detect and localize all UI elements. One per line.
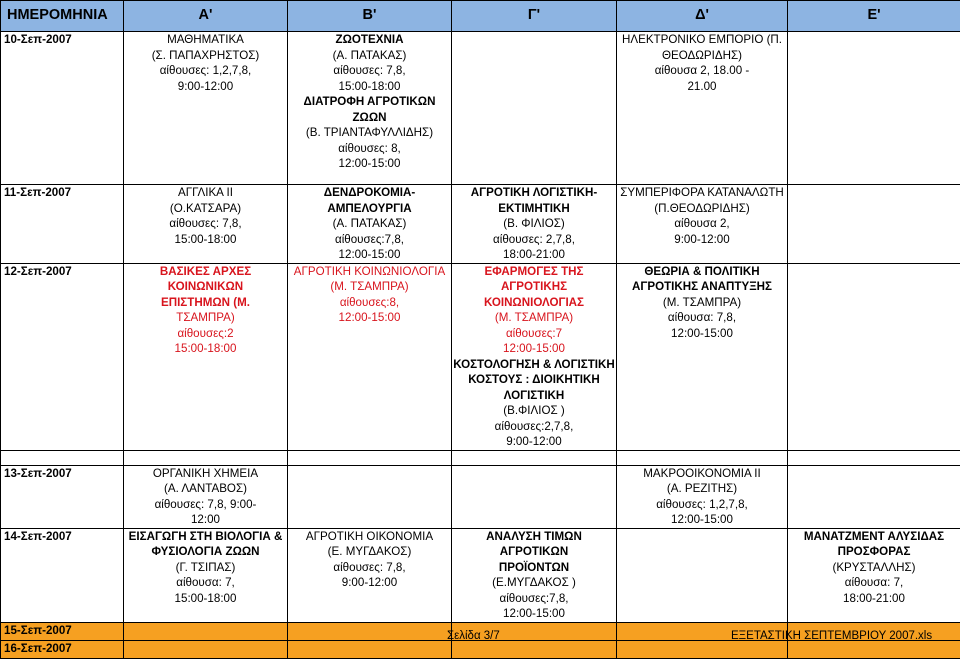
exam-cell[interactable]: [617, 465, 788, 528]
exam-cell[interactable]: [452, 465, 617, 528]
exam-cell-line: αίθουσες: 7,8,: [124, 216, 287, 232]
exam-cell-line: αίθουσα: 7,: [788, 575, 960, 591]
row-date[interactable]: 12-Σεπ-2007: [1, 263, 124, 450]
header-date[interactable]: ΗΜΕΡΟΜΗΝΙΑ: [1, 1, 124, 32]
exam-cell-line: αίθουσες:8,: [288, 295, 451, 311]
exam-cell-line: (Ε.ΜΥΓΔΑΚΟΣ ): [452, 575, 616, 591]
exam-cell[interactable]: [788, 528, 960, 622]
exam-cell-line: ΜΑΘΗΜΑΤΙΚΑ: [124, 32, 287, 48]
exam-cell-line: αίθουσες:7,8,: [288, 232, 451, 248]
exam-cell-line: (Α. ΡΕΖΙΤΗΣ): [617, 481, 787, 497]
exam-cell-line: αίθουσες:2,7,8,: [452, 419, 616, 435]
blank-cell: [1, 450, 124, 465]
exam-cell-line: ΦΥΣΙΟΛΟΓΙΑ ΖΩΩΝ: [124, 544, 287, 560]
header-year-d[interactable]: Δ': [617, 1, 788, 32]
exam-cell-line: ΛΟΓΙΣΤΙΚΗ: [452, 388, 616, 404]
weekend-cell[interactable]: [124, 622, 288, 640]
weekend-cell[interactable]: [288, 640, 452, 658]
exam-cell-line: ΖΩΩΝ: [288, 110, 451, 126]
exam-cell-line: αίθουσες: 7,8,: [288, 63, 451, 79]
header-year-e[interactable]: Ε': [788, 1, 960, 32]
exam-cell-line: ΕΠΙΣΤΗΜΩΝ (Μ.: [124, 295, 287, 311]
exam-cell-line: 12:00-15:00: [452, 341, 616, 357]
exam-cell-line: 15:00-18:00: [288, 79, 451, 95]
exam-cell-line: ΑΜΠΕΛΟΥΡΓΙΑ: [288, 201, 451, 217]
header-row: [1, 1, 960, 32]
exam-cell[interactable]: [288, 465, 452, 528]
blank-cell: [124, 450, 288, 465]
exam-cell-line: 15:00-18:00: [124, 591, 287, 607]
weekend-row: [1, 640, 960, 658]
exam-cell[interactable]: [617, 32, 788, 185]
header-year-b[interactable]: Β': [288, 1, 452, 32]
row-date[interactable]: 15-Σεπ-2007: [1, 622, 124, 640]
exam-cell-line: 12:00-15:00: [288, 247, 451, 263]
exam-cell-line: ΜΑΝΑΤΖΜΕΝΤ ΑΛΥΣΙΔΑΣ: [788, 529, 960, 545]
schedule-row: [1, 528, 960, 622]
exam-cell-line: 9:00-12:00: [124, 79, 287, 95]
blank-cell: [617, 450, 788, 465]
exam-cell-line: αίθουσες:7,8,: [452, 591, 616, 607]
exam-cell-line: ΟΡΓΑΝΙΚΗ ΧΗΜΕΙΑ: [124, 466, 287, 482]
exam-cell-line: 18:00-21:00: [788, 591, 960, 607]
exam-cell-line: ΑΓΓΛΙΚΑ ΙΙ: [124, 185, 287, 201]
exam-cell[interactable]: [452, 528, 617, 622]
exam-cell[interactable]: [452, 32, 617, 185]
exam-cell[interactable]: [288, 185, 452, 264]
exam-cell-line: (Μ. ΤΣΑΜΠΡΑ): [617, 295, 787, 311]
weekend-cell[interactable]: [124, 640, 288, 658]
exam-cell-line: 21.00: [617, 79, 787, 95]
exam-cell-line: αίθουσα: 7,: [124, 575, 287, 591]
exam-cell-line: ΑΓΡΟΤΙΚΗΣ ΑΝΑΠΤΥΞΗΣ: [617, 279, 787, 295]
exam-cell-line: (Ο.ΚΑΤΣΑΡΑ): [124, 201, 287, 217]
weekend-cell[interactable]: [452, 640, 617, 658]
exam-cell-line: αίθουσα 2,: [617, 216, 787, 232]
exam-cell-line: 15:00-18:00: [124, 232, 287, 248]
exam-cell-line: αίθουσες: 7,8,: [288, 560, 451, 576]
exam-cell-line: ΚΟΣΤΟΛΟΓΗΣΗ & ΛΟΓΙΣΤΙΚΗ: [452, 357, 616, 373]
exam-cell-line: ΑΓΡΟΤΙΚΗ ΟΙΚΟΝΟΜΙΑ: [288, 529, 451, 545]
exam-cell-line: ΜΑΚΡΟΟΙΚΟΝΟΜΙΑ ΙΙ: [617, 466, 787, 482]
exam-cell-line: ΑΝΑΛΥΣΗ ΤΙΜΩΝ ΑΓΡΟΤΙΚΩΝ: [452, 529, 616, 560]
header-year-c[interactable]: Γ': [452, 1, 617, 32]
schedule-row: [1, 185, 960, 264]
exam-cell-line: ΑΓΡΟΤΙΚΗ ΚΟΙΝΩΝΙΟΛΟΓΙΑ: [288, 264, 451, 280]
row-date[interactable]: 14-Σεπ-2007: [1, 528, 124, 622]
exam-cell-line: ΘΕΩΡΙΑ & ΠΟΛΙΤΙΚΗ: [617, 264, 787, 280]
exam-cell-line: ΕΚΤΙΜΗΤΙΚΗ: [452, 201, 616, 217]
exam-cell-line: 9:00-12:00: [288, 575, 451, 591]
exam-cell-line: (Β. ΦΙΛΙΟΣ): [452, 216, 616, 232]
weekend-cell[interactable]: [788, 640, 960, 658]
file-name: ΕΞΕΤΑΣΤΙΚΗ ΣΕΠΤΕΜΒΡΙΟΥ 2007.xls: [731, 630, 932, 642]
schedule-row: [1, 32, 960, 185]
exam-cell-line: ΕΦΑΡΜΟΓΕΣ ΤΗΣ ΑΓΡΟΤΙΚΗΣ: [452, 264, 616, 295]
exam-cell-line: 9:00-12:00: [452, 434, 616, 450]
exam-cell-line: 12:00-15:00: [288, 156, 451, 172]
weekend-cell[interactable]: [288, 622, 452, 640]
exam-cell-line: ΘΕΟΔΩΡΙΔΗΣ): [617, 48, 787, 64]
exam-cell-line: 15:00-18:00: [124, 341, 287, 357]
exam-cell-line: ΠΡΟΣΦΟΡΑΣ: [788, 544, 960, 560]
exam-cell-line: ΚΟΣΤΟΥΣ : ΔΙΟΙΚΗΤΙΚΗ: [452, 372, 616, 388]
exam-cell[interactable]: [452, 185, 617, 264]
exam-cell-line: (Β.ΦΙΛΙΟΣ ): [452, 403, 616, 419]
exam-cell-line: ΠΡΟΪΟΝΤΩΝ: [452, 560, 616, 576]
header-year-a[interactable]: Α': [124, 1, 288, 32]
exam-cell[interactable]: [788, 263, 960, 450]
schedule-row: [1, 465, 960, 528]
exam-cell[interactable]: [288, 528, 452, 622]
exam-cell-line: (Σ. ΠΑΠΑΧΡΗΣΤΟΣ): [124, 48, 287, 64]
exam-cell-line: αίθουσες:7: [452, 326, 616, 342]
page-number: Σελίδα 3/7: [447, 630, 500, 642]
exam-cell[interactable]: [124, 185, 288, 264]
row-date[interactable]: 16-Σεπ-2007: [1, 640, 124, 658]
exam-cell[interactable]: [788, 465, 960, 528]
exam-cell-line: 12:00-15:00: [617, 512, 787, 528]
exam-cell-line: 9:00-12:00: [617, 232, 787, 248]
exam-cell-line: αίθουσες: 1,2,7,8,: [617, 497, 787, 513]
exam-cell-line: (Π.ΘΕΟΔΩΡΙΔΗΣ): [617, 201, 787, 217]
exam-cell-line: ΑΓΡΟΤΙΚΗ ΛΟΓΙΣΤΙΚΗ-: [452, 185, 616, 201]
exam-cell-line: αίθουσα: 7,8,: [617, 310, 787, 326]
blank-cell: [452, 450, 617, 465]
exam-cell[interactable]: [788, 185, 960, 264]
exam-cell[interactable]: [124, 263, 288, 450]
exam-cell-line: 12:00-15:00: [617, 326, 787, 342]
schedule-row: [1, 263, 960, 450]
row-date[interactable]: 10-Σεπ-2007: [1, 32, 124, 185]
exam-cell-line: (Μ. ΤΣΑΜΠΡΑ): [288, 279, 451, 295]
exam-cell-line: αίθουσα 2, 18.00 -: [617, 63, 787, 79]
row-date[interactable]: 11-Σεπ-2007: [1, 185, 124, 264]
exam-cell-line: (Α. ΛΑΝΤΑΒΟΣ): [124, 481, 287, 497]
blank-row: [1, 450, 960, 465]
exam-cell-line: αίθουσες:2: [124, 326, 287, 342]
exam-cell-line: ΚΟΙΝΩΝΙΟΛΟΓΙΑΣ: [452, 295, 616, 311]
exam-cell-line: αίθουσες: 7,8, 9:00-: [124, 497, 287, 513]
exam-cell-line: (Μ. ΤΣΑΜΠΡΑ): [452, 310, 616, 326]
exam-cell-line: ΔΕΝΔΡΟΚΟΜΙΑ-: [288, 185, 451, 201]
exam-cell-line: ΣΥΜΠΕΡΙΦΟΡΑ ΚΑΤΑΝΑΛΩΤΗ: [617, 185, 787, 201]
exam-cell-line: αίθουσες: 8,: [288, 141, 451, 157]
exam-cell[interactable]: [617, 528, 788, 622]
exam-cell-line: ΗΛΕΚΤΡΟΝΙΚΟ ΕΜΠΟΡΙΟ (Π.: [617, 32, 787, 48]
exam-cell[interactable]: [124, 528, 288, 622]
blank-cell: [788, 450, 960, 465]
exam-cell[interactable]: [788, 32, 960, 185]
exam-cell-line: αίθουσες: 1,2,7,8,: [124, 63, 287, 79]
exam-cell-line: ΖΩΟΤΕΧΝΙΑ: [288, 32, 451, 48]
exam-cell[interactable]: [617, 185, 788, 264]
exam-cell-line: (ΚΡΥΣΤΑΛΛΗΣ): [788, 560, 960, 576]
exam-cell[interactable]: [124, 465, 288, 528]
exam-cell-line: 18:00-21:00: [452, 247, 616, 263]
exam-cell-line: 12:00-15:00: [288, 310, 451, 326]
exam-cell-line: ΕΙΣΑΓΩΓΗ ΣΤΗ ΒΙΟΛΟΓΙΑ &: [124, 529, 287, 545]
exam-cell-line: (Α. ΠΑΤΑΚΑΣ): [288, 48, 451, 64]
row-date[interactable]: 13-Σεπ-2007: [1, 465, 124, 528]
weekend-cell[interactable]: [617, 640, 788, 658]
exam-cell-line: ΔΙΑΤΡΟΦΗ ΑΓΡΟΤΙΚΩΝ: [288, 94, 451, 110]
exam-cell-line: (Β. ΤΡΙΑΝΤΑΦΥΛΛΙΔΗΣ): [288, 125, 451, 141]
exam-cell[interactable]: [288, 32, 452, 185]
exam-cell-line: ΒΑΣΙΚΕΣ ΑΡΧΕΣ ΚΟΙΝΩΝΙΚΩΝ: [124, 264, 287, 295]
exam-cell-line: ΤΣΑΜΠΡΑ): [124, 310, 287, 326]
exam-cell[interactable]: [124, 32, 288, 185]
exam-cell-line: (Ε. ΜΥΓΔΑΚΟΣ): [288, 544, 451, 560]
exam-cell-line: (Γ. ΤΣΙΠΑΣ): [124, 560, 287, 576]
exam-cell-line: 12:00-15:00: [452, 606, 616, 622]
exam-cell-line: αίθουσες: 2,7,8,: [452, 232, 616, 248]
blank-cell: [288, 450, 452, 465]
exam-cell[interactable]: [617, 263, 788, 450]
exam-cell-line: (Α. ΠΑΤΑΚΑΣ): [288, 216, 451, 232]
exam-cell[interactable]: [288, 263, 452, 450]
exam-cell-line: 12:00: [124, 512, 287, 528]
exam-cell[interactable]: [452, 263, 617, 450]
